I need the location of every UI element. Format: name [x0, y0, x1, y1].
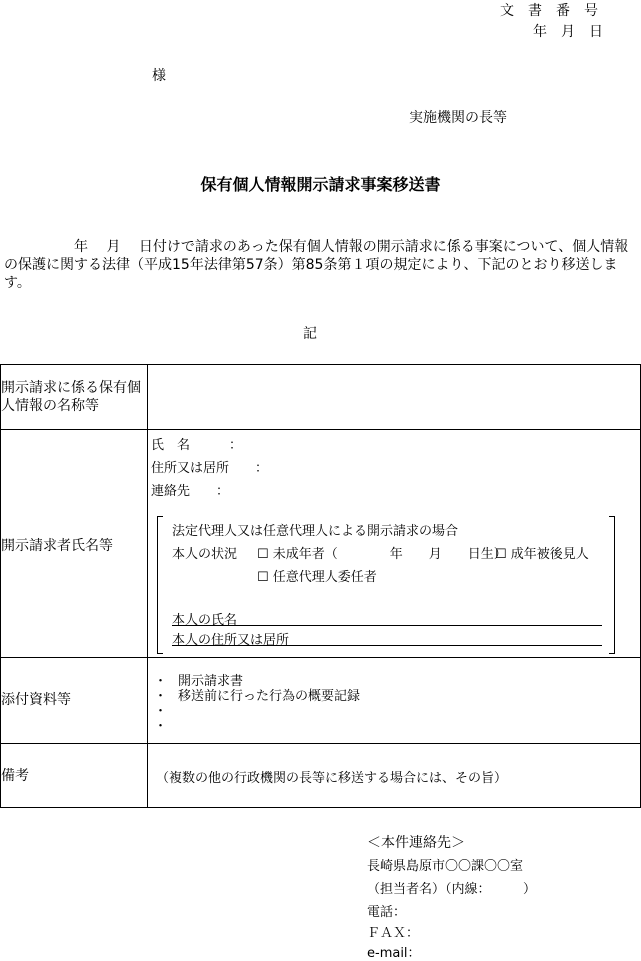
row2-label: 開示請求者氏名等 [1, 538, 113, 554]
status-label: 本人の状況 [172, 547, 238, 562]
table-row [1, 744, 641, 808]
table-row [1, 365, 641, 430]
document-date-label: 年 月 日 [533, 24, 603, 40]
left-bracket [157, 516, 163, 654]
row-label-cell [1, 744, 148, 808]
remarks-text: （複数の他の行政機関の長等に移送する場合には、その旨） [156, 771, 508, 786]
table-row [1, 430, 641, 658]
requester-info-cell [148, 430, 641, 658]
table-row [1, 658, 641, 744]
attachments-cell [148, 658, 641, 744]
list-item: ・ [154, 704, 168, 719]
person-name-underline [172, 625, 602, 626]
contact-heading: ＜本件連絡先＞ [367, 835, 465, 851]
contact-email: e-mail： [367, 946, 421, 961]
body-paragraph: 年 月 日付けで請求のあった保有個人情報の開示請求に係る事案について、個人情報の保護に関する法律（平成15年法律第57条）第85条第１項の規定により、下記のとおり移送します。 [4, 239, 629, 291]
transfer-detail-table [0, 364, 641, 808]
document-title: 保有個人情報開示請求事案移送書 [200, 175, 441, 194]
requested-info-cell [148, 365, 641, 430]
right-bracket [609, 516, 615, 654]
proxy-request-box [157, 516, 615, 652]
row-label-cell [1, 430, 148, 658]
adult-guardian-option: ☐ 成年被後見人 [495, 547, 589, 562]
row3-label: 添付資料等 [1, 692, 71, 708]
sender-label: 実施機関の長等 [409, 110, 507, 126]
row-label-cell [1, 365, 148, 430]
list-item: ・ [154, 719, 168, 734]
document-number-label: 文 書 番 号 [500, 3, 598, 19]
requester-contact-line: 連絡先 ： [151, 484, 230, 499]
addressee-label: 様 [152, 68, 166, 84]
row1-label: 開示請求に係る保有個人情報の名称等 [1, 380, 141, 414]
ki-marker: 記 [303, 326, 317, 342]
contact-office: 長崎県島原市〇〇課〇〇室 [367, 859, 524, 874]
list-item: ・ 開示請求書 [154, 674, 244, 689]
requester-address-line: 住所又は居所 ： [151, 461, 269, 476]
person-address-label: 本人の住所又は居所 [172, 633, 290, 648]
remarks-cell [148, 744, 641, 808]
proxy-delegator-option: ☐ 任意代理人委任者 [257, 570, 377, 585]
list-item: ・ 移送前に行った行為の概要記録 [154, 689, 361, 704]
person-name-label: 本人の氏名 [172, 613, 238, 628]
contact-fax: ＦＡＸ： [367, 926, 420, 941]
person-address-underline [172, 645, 602, 646]
contact-person: （担当者名）（内線： ） [367, 882, 537, 897]
minor-option: ☐ 未成年者（ 年 月 日生） [257, 547, 507, 562]
requester-name-line: 氏 名 ： [151, 438, 243, 453]
row-label-cell [1, 658, 148, 744]
row4-label: 備考 [1, 768, 29, 784]
proxy-title: 法定代理人又は任意代理人による開示請求の場合 [172, 524, 459, 539]
contact-phone: 電話： [367, 905, 407, 920]
